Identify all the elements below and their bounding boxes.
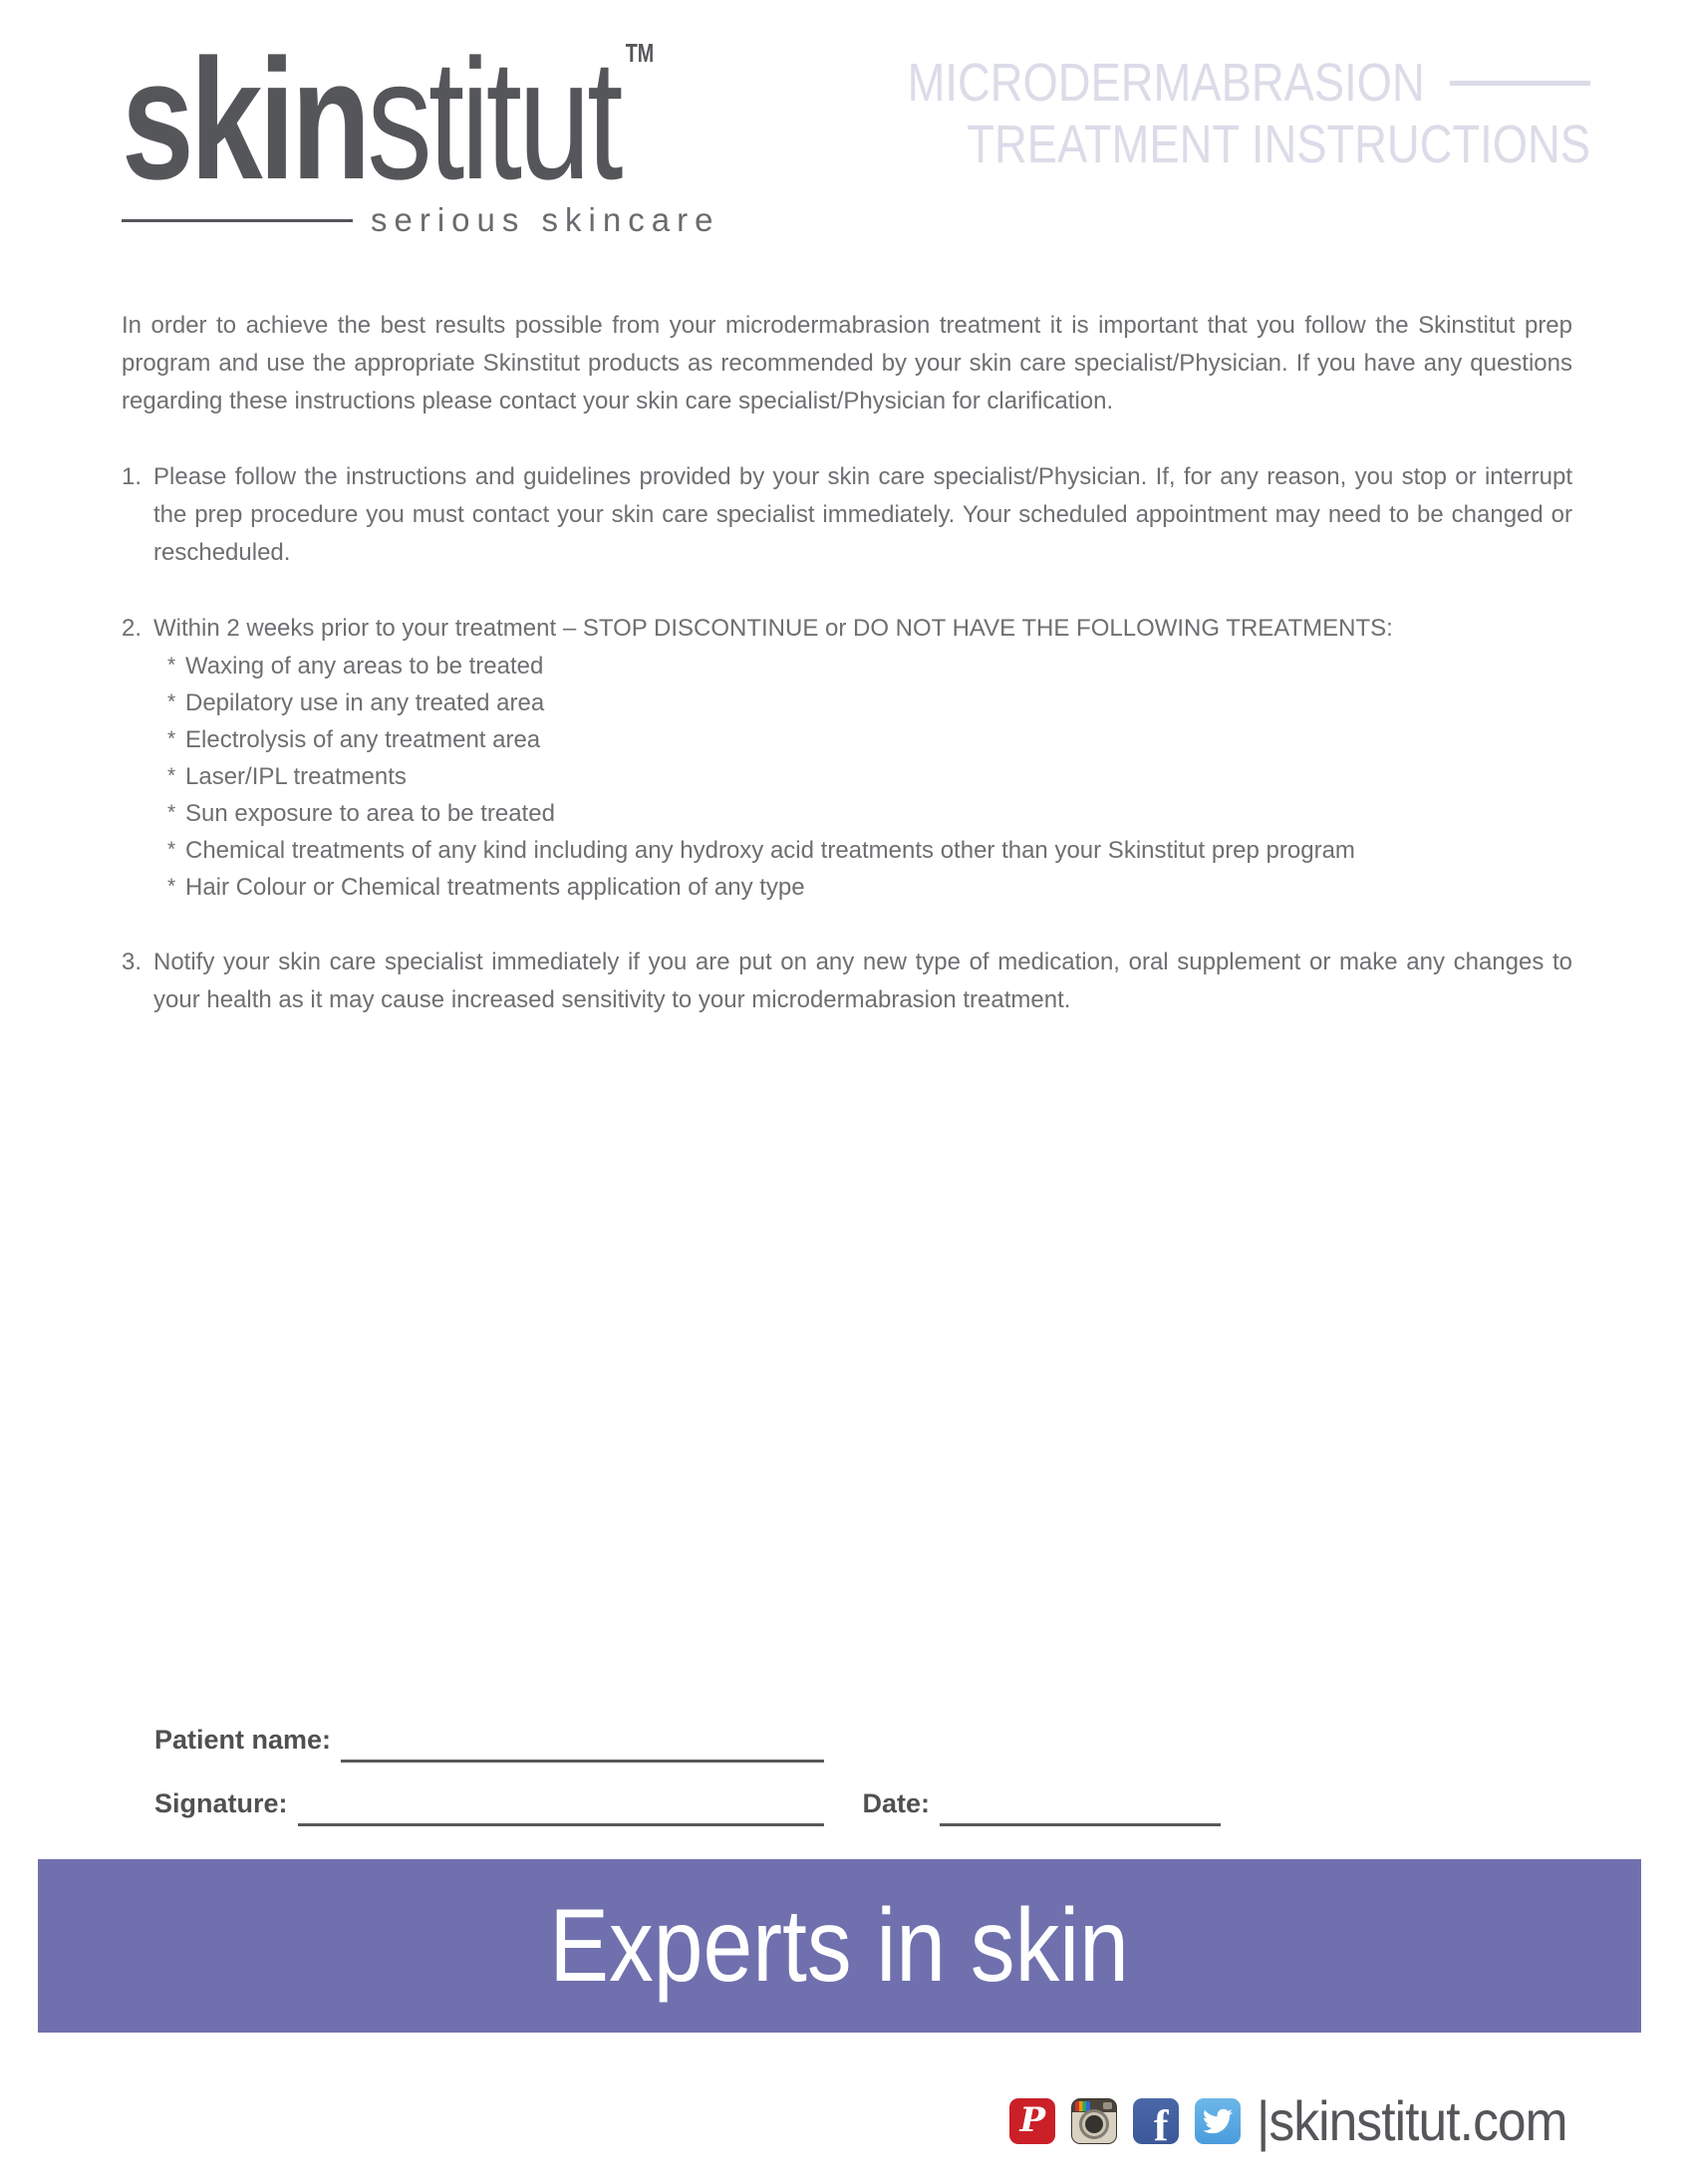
list-item bbox=[167, 758, 1572, 795]
item-text: Notify your skin care specialist immediately if you are put on any new type of medication, oral supplement or make any changes to your health as it may cause increased sensitivity to your microdermabrasion treatment. bbox=[153, 949, 1572, 1013]
document-title-line2: TREATMENT INSTRUCTIONS bbox=[967, 115, 1590, 174]
item-text: Please follow the instructions and guidelines provided by your skin care specialist/Physician. If, for any reason, you stop or interrupt the prep procedure you must contact your skin care specialist immediately. Your scheduled appointment may need to be changed or rescheduled. bbox=[153, 463, 1572, 566]
asterisk-bullet: * bbox=[167, 727, 176, 750]
brand-wordmark bbox=[122, 24, 655, 215]
twitter-icon[interactable] bbox=[1195, 2098, 1241, 2144]
asterisk-bullet: * bbox=[167, 801, 176, 824]
instagram-rainbow-stripes bbox=[1075, 2101, 1090, 2111]
list-item-text: Laser/IPL treatments bbox=[185, 763, 407, 790]
date-group bbox=[863, 1788, 1222, 1819]
asterisk-bullet: * bbox=[167, 690, 176, 713]
list-item bbox=[167, 721, 1572, 758]
patient-name-label: Patient name: bbox=[154, 1725, 332, 1755]
list-item bbox=[167, 869, 1572, 906]
item-number: 2. bbox=[122, 615, 142, 642]
item-number: 3. bbox=[122, 949, 142, 975]
instruction-item-2 bbox=[122, 610, 1572, 906]
signature-date-row bbox=[154, 1779, 1221, 1819]
date-label: Date: bbox=[862, 1788, 931, 1818]
list-item bbox=[167, 832, 1572, 869]
list-item bbox=[167, 648, 1572, 684]
list-item-text: Hair Colour or Chemical treatments application of any type bbox=[185, 874, 805, 901]
tagline-divider-line bbox=[122, 219, 353, 222]
document-body bbox=[122, 307, 1572, 1019]
list-item-text: Sun exposure to area to be treated bbox=[185, 800, 555, 827]
list-item-text: Chemical treatments of any kind including any hydroxy acid treatments other than your Skinstitut prep program bbox=[185, 837, 1355, 864]
list-item bbox=[167, 684, 1572, 721]
brand-wordmark-light: stitut bbox=[367, 24, 620, 215]
pinterest-glyph: P bbox=[1019, 2099, 1046, 2140]
list-item-text: Waxing of any areas to be treated bbox=[185, 653, 544, 680]
facebook-icon[interactable] bbox=[1133, 2098, 1179, 2144]
instagram-icon[interactable] bbox=[1071, 2098, 1117, 2144]
patient-name-field[interactable] bbox=[341, 1733, 824, 1763]
item-text-wrap bbox=[153, 610, 1572, 906]
intro-paragraph: In order to achieve the best results possible from your microdermabrasion treatment it is important that you follow the Skinstitut prep program and use the appropriate Skinstitut products as recommended by your skin care specialist/Physician. If you have any questions regarding these instructions please contact your skin care specialist/Physician for clarification. bbox=[122, 312, 1572, 414]
instruction-item-3 bbox=[122, 944, 1572, 1019]
asterisk-bullet: * bbox=[167, 875, 176, 898]
document-title-line1-row bbox=[908, 52, 1590, 114]
list-item bbox=[167, 795, 1572, 832]
experts-banner-text: Experts in skin bbox=[549, 1887, 1130, 2004]
asterisk-bullet: * bbox=[167, 838, 176, 861]
footer bbox=[1009, 2088, 1594, 2153]
instruction-item-1 bbox=[122, 458, 1572, 572]
brand-logo bbox=[122, 24, 814, 238]
instagram-lens bbox=[1085, 2115, 1103, 2133]
patient-name-row bbox=[154, 1716, 1221, 1756]
list-item-text: Depilatory use in any treated area bbox=[185, 689, 545, 716]
trademark-symbol: TM bbox=[625, 38, 655, 68]
signature-label: Signature: bbox=[154, 1788, 288, 1818]
brand-wordmark-bold: skin bbox=[122, 24, 368, 215]
asterisk-bullet: * bbox=[167, 654, 176, 677]
document-title bbox=[908, 52, 1590, 175]
twitter-bird-glyph bbox=[1203, 2106, 1233, 2136]
signature-field[interactable] bbox=[298, 1796, 824, 1826]
pinterest-icon[interactable] bbox=[1009, 2098, 1055, 2144]
document-title-line1: MICRODERMABRASION bbox=[907, 53, 1425, 113]
asterisk-bullet: * bbox=[167, 764, 176, 787]
treatments-sub-list bbox=[167, 648, 1572, 906]
list-item-text: Electrolysis of any treatment area bbox=[185, 726, 541, 753]
experts-banner bbox=[38, 1859, 1641, 2033]
instagram-viewfinder bbox=[1103, 2102, 1112, 2109]
facebook-glyph: f bbox=[1153, 2100, 1169, 2144]
brand-tagline-row bbox=[122, 201, 759, 239]
website-url[interactable]: |skinstitut.com bbox=[1257, 2089, 1567, 2152]
date-field[interactable] bbox=[940, 1796, 1221, 1826]
title-decorative-line bbox=[1450, 81, 1590, 86]
signature-form bbox=[154, 1716, 1221, 1843]
item-text: Within 2 weeks prior to your treatment – STOP DISCONTINUE or DO NOT HAVE THE FOLLOWING TREATMENTS: bbox=[153, 615, 1393, 642]
item-number: 1. bbox=[122, 463, 142, 490]
brand-tagline: serious skincare bbox=[371, 201, 720, 238]
